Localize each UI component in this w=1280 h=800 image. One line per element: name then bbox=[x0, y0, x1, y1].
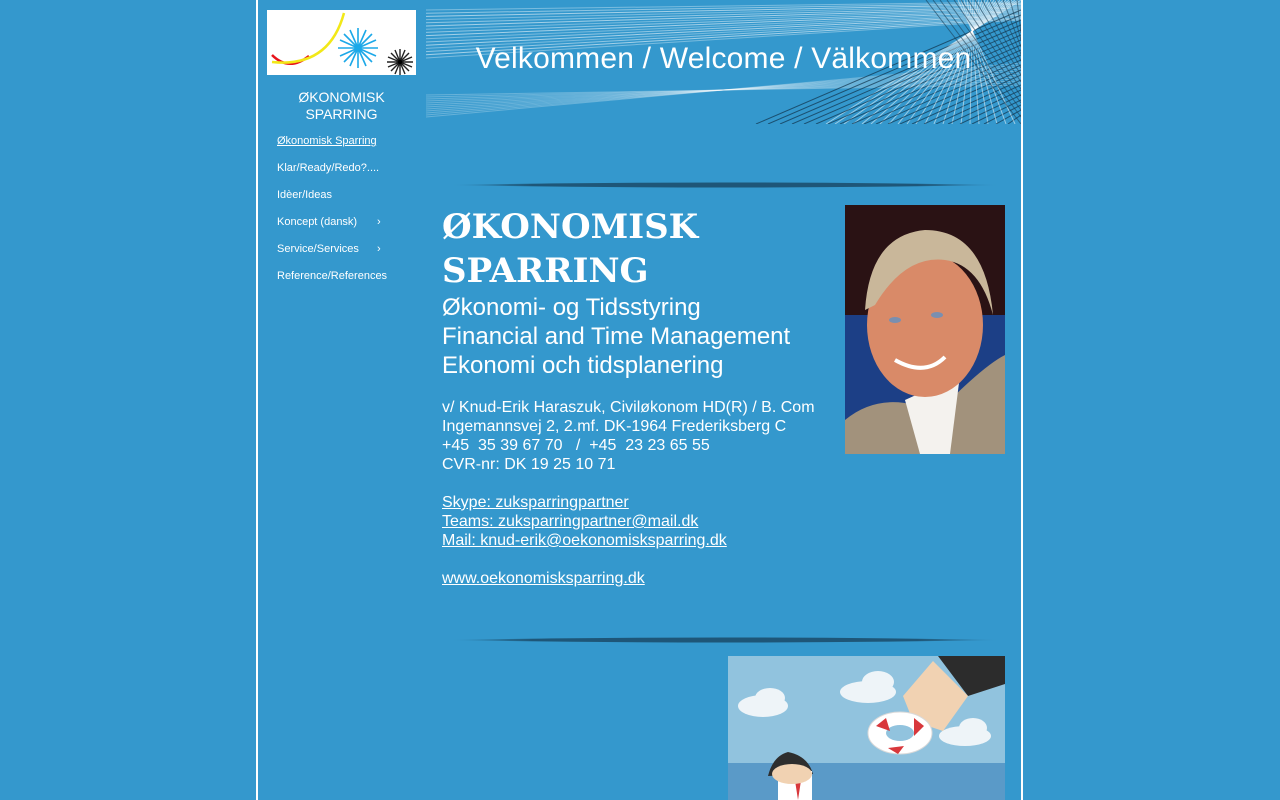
spacer bbox=[442, 550, 842, 569]
brand-name-line2: SPARRING bbox=[305, 106, 378, 122]
main-heading bbox=[442, 205, 842, 293]
sidebar-item-service-services[interactable] bbox=[267, 239, 417, 266]
spacer bbox=[442, 474, 842, 493]
illustration-image bbox=[728, 656, 1005, 800]
frame-border-left bbox=[256, 0, 258, 800]
contact-phones: +45 35 39 67 70 / +45 23 23 65 55 bbox=[442, 437, 710, 454]
sidebar-item-label: Økonomisk Sparring bbox=[277, 135, 377, 147]
sidebar-item-label: Koncept (dansk) bbox=[277, 216, 358, 228]
chevron-right-icon[interactable]: › bbox=[377, 243, 381, 255]
logo-graphic bbox=[267, 10, 416, 75]
skype-link[interactable]: Skype: zuksparringpartner bbox=[442, 494, 629, 511]
sidebar-item-label: Service/Services bbox=[277, 243, 359, 255]
frame-border-right bbox=[1021, 0, 1023, 800]
contact-info bbox=[442, 398, 842, 588]
sidebar-item-koncept[interactable] bbox=[267, 212, 417, 239]
section-divider-bottom bbox=[450, 635, 1000, 645]
sidebar-item-label: Klar/Ready/Redo?.... bbox=[277, 162, 380, 174]
chevron-right-icon[interactable]: › bbox=[377, 216, 381, 228]
sidebar-item-reference-references[interactable] bbox=[267, 266, 417, 293]
main-heading-line2: SPARRING bbox=[442, 251, 649, 291]
contact-name: v/ Knud-Erik Haraszuk, Civiløkonom HD(R) / B. Com bbox=[442, 399, 815, 416]
site-logo[interactable] bbox=[267, 10, 416, 75]
sidebar-item-okonomisk-sparring[interactable] bbox=[267, 131, 417, 158]
main-heading-line1: ØKONOMISK bbox=[442, 207, 699, 247]
brand-name-line1: ØKONOMISK bbox=[298, 89, 385, 105]
portrait-image bbox=[845, 205, 1005, 454]
mail-link[interactable]: Mail: knud-erik@oekonomisksparring.dk bbox=[442, 532, 727, 549]
sidebar-nav bbox=[267, 131, 417, 293]
sidebar-item-ideer-ideas[interactable] bbox=[267, 185, 417, 212]
subtitle-english: Financial and Time Management bbox=[442, 323, 791, 350]
contact-address: Ingemannsvej 2, 2.mf. DK-1964 Frederiksberg C bbox=[442, 418, 787, 435]
page-title: Velkommen / Welcome / Välkommen bbox=[475, 42, 972, 75]
subtitle-danish: Økonomi- og Tidsstyring bbox=[442, 294, 701, 321]
header-banner bbox=[426, 0, 1021, 124]
sidebar-item-label: Idèer/Ideas bbox=[277, 189, 333, 201]
subtitle-swedish: Ekonomi och tidsplanering bbox=[442, 352, 724, 379]
section-divider-top bbox=[450, 180, 1000, 190]
teams-link[interactable]: Teams: zuksparringpartner@mail.dk bbox=[442, 513, 699, 530]
sidebar-item-label: Reference/References bbox=[277, 270, 388, 282]
website-link[interactable]: www.oekonomisksparring.dk bbox=[442, 570, 645, 587]
sidebar-item-klar-ready-redo[interactable] bbox=[267, 158, 417, 185]
banner-line bbox=[426, 14, 1021, 42]
portrait-photo bbox=[845, 205, 1005, 454]
lifebuoy-illustration bbox=[728, 656, 1005, 800]
contact-cvr: CVR-nr: DK 19 25 10 71 bbox=[442, 456, 616, 473]
main-content bbox=[442, 205, 842, 588]
brand-name bbox=[267, 89, 416, 123]
